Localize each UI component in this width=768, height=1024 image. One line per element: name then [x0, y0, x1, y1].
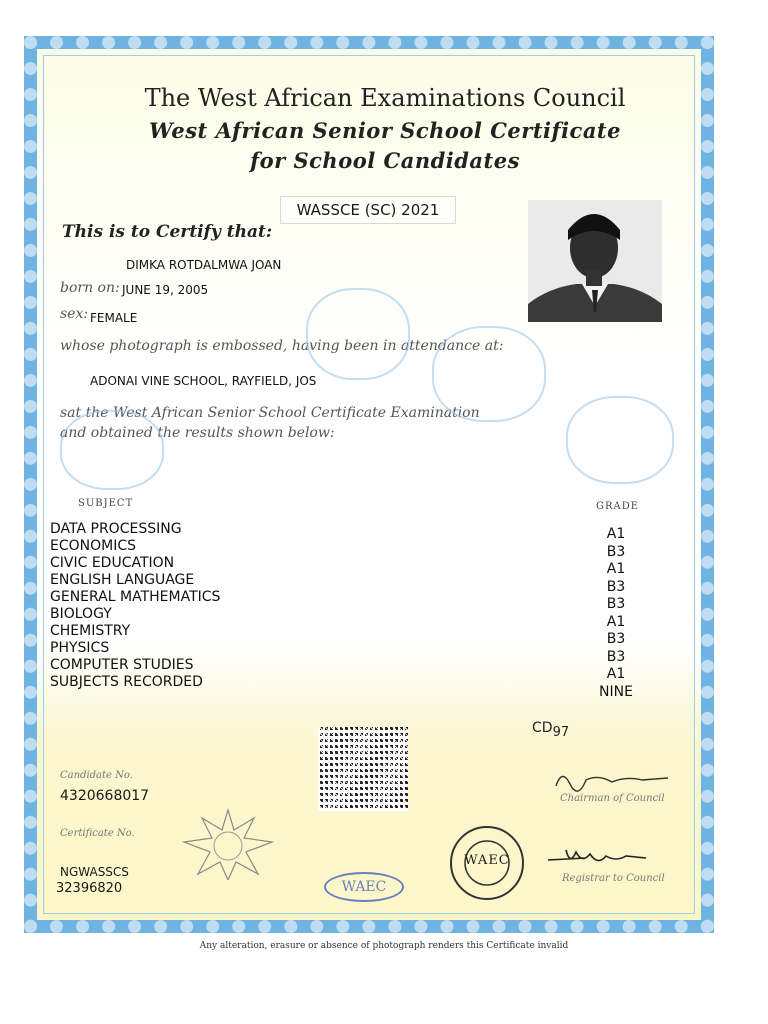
subject-row: ECONOMICS: [50, 538, 137, 554]
candidate-number: 4320668017: [60, 788, 150, 804]
grade-row: A1: [606, 561, 626, 577]
candidate-no-label: Candidate No.: [60, 770, 133, 781]
certificate-number-line1: NGWASSCS: [60, 865, 129, 879]
grade-row: A1: [606, 526, 626, 542]
grade-row: B3: [606, 648, 626, 665]
chairman-signature: [552, 766, 672, 792]
grade-row: A1: [606, 613, 626, 630]
subject-row: CHEMISTRY: [50, 623, 131, 639]
grade-header: GRADE: [596, 501, 640, 512]
star-seal-icon: [180, 808, 276, 880]
subject-list: [50, 521, 220, 691]
council-title: The West African Examinations Council: [144, 84, 626, 112]
grade-list: [596, 526, 636, 701]
sex-label: sex:: [60, 306, 89, 322]
waec-seal-text: WAEC: [464, 853, 510, 868]
signature-icon: [552, 766, 672, 792]
validity-notice: Any alteration, erasure or absence of photograph renders this Certificate invalid: [199, 941, 569, 951]
portrait-image: [528, 200, 662, 322]
grade-row: NINE: [599, 683, 633, 700]
certificate-number-line2: 32396820: [56, 881, 123, 896]
sat-text-2: and obtained the results shown below:: [60, 425, 335, 441]
waec-oval-stamp: WAEC: [324, 872, 404, 902]
subject-row: BIOLOGY: [50, 606, 112, 622]
born-label: born on:: [60, 280, 120, 296]
sat-text-1: sat the West African Senior School Certificate Examination: [60, 405, 480, 421]
grade-row: A1: [606, 666, 626, 682]
date-of-birth: JUNE 19, 2005: [122, 283, 209, 297]
registrar-signature: [546, 844, 666, 870]
coat-of-arms-emblem: [60, 410, 164, 490]
waec-seal: [450, 826, 524, 900]
chairman-label: Chairman of Council: [560, 793, 665, 804]
school-name: ADONAI VINE SCHOOL, RAYFIELD, JOS: [90, 374, 317, 388]
signature-icon: [546, 844, 666, 870]
subject-header: SUBJECT: [78, 498, 134, 509]
qr-code: [318, 727, 408, 811]
subject-row: ENGLISH LANGUAGE: [50, 572, 195, 588]
certify-heading: This is to Certify that:: [62, 222, 273, 242]
coat-of-arms-emblem: [432, 326, 546, 422]
certificate-title-line1: West African Senior School Certificate: [149, 118, 621, 143]
cd-number: 97: [552, 725, 570, 740]
coat-of-arms-emblem: [566, 396, 674, 484]
subject-row: CIVIC EDUCATION: [50, 555, 175, 571]
cd-prefix: CD: [532, 720, 553, 736]
grade-row: B3: [606, 596, 626, 612]
candidate-photo: [528, 200, 662, 322]
attendance-text: whose photograph is embossed, having been in attendance at:: [60, 338, 504, 354]
grade-row: B3: [606, 543, 626, 560]
exam-name: WASSCE (SC) 2021: [280, 196, 456, 224]
coat-of-arms-emblem: [306, 288, 410, 380]
grade-row: B3: [606, 631, 626, 647]
subject-row: SUBJECTS RECORDED: [50, 674, 203, 690]
subject-row: COMPUTER STUDIES: [50, 657, 194, 673]
registrar-label: Registrar to Council: [562, 873, 665, 884]
certificate-title-line2: for School Candidates: [250, 148, 520, 173]
subject-row: PHYSICS: [50, 640, 110, 656]
candidate-name: DIMKA ROTDALMWA JOAN: [126, 258, 282, 272]
grade-row: B3: [606, 578, 626, 595]
subject-row: DATA PROCESSING: [50, 521, 182, 537]
cd-code: [532, 720, 570, 740]
star-seal: [180, 808, 276, 880]
sex-value: FEMALE: [90, 311, 138, 325]
certificate-no-label: Certificate No.: [60, 828, 135, 839]
subject-row: GENERAL MATHEMATICS: [50, 589, 221, 605]
